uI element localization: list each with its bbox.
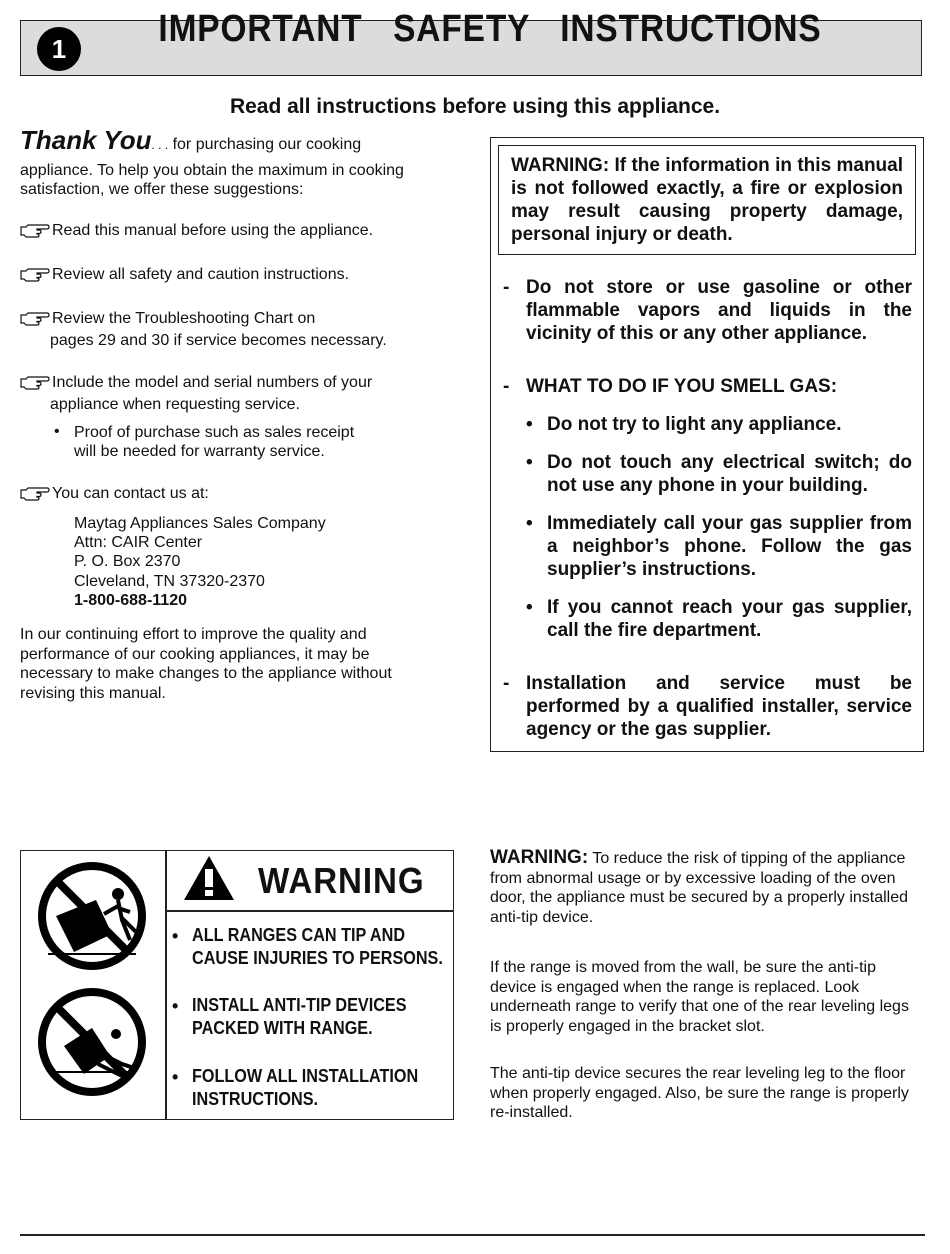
bullet-dot: • xyxy=(172,926,179,946)
intro-line1-rest: for purchasing our cooking xyxy=(168,136,362,153)
bullet-dot: • xyxy=(54,423,60,440)
subtitle: Read all instructions before using this appliance. xyxy=(229,95,721,118)
anti-tip-paragraph2: If the range is moved from the wall, be sure the anti-tip device is engaged when the range is replaced. Look underneath range to verify that one of the rear leveling legs is properly engaged in the bracket slot. xyxy=(490,959,909,1035)
bullet-dot: • xyxy=(172,996,179,1016)
contact-po-box: P. O. Box 2370 xyxy=(74,553,181,570)
bullet-dot: • xyxy=(526,414,533,435)
warning-word: WARNING xyxy=(258,860,425,901)
gas-warning-dash1: Do not store or use gasoline or other flammable vapors and liquids in the vicinity of this or any other appliance. xyxy=(526,277,912,344)
suggestion-item xyxy=(20,221,440,241)
dash-marker: - xyxy=(503,277,510,298)
contact-city: Cleveland, TN 37320-2370 xyxy=(74,573,265,590)
gas-bullet4: If you cannot reach your gas supplier, call the fire department. xyxy=(547,597,912,641)
suggestion-text: Read this manual before using the appliance. xyxy=(52,222,374,239)
thank-you-heading: Thank You xyxy=(20,125,152,155)
suggestion-text: Include the model and serial numbers of your xyxy=(52,374,373,391)
thank-you-ellipsis: . . . xyxy=(151,138,169,152)
tip-item2-line2: PACKED WITH RANGE. xyxy=(192,1018,373,1038)
pointing-hand-icon xyxy=(20,376,50,390)
pointing-hand-icon xyxy=(20,268,50,282)
bullet-dot: • xyxy=(172,1067,179,1087)
anti-tip-paragraph1 xyxy=(490,848,910,927)
continuing-effort-paragraph: In our continuing effort to improve the quality and performance of our cooking appliances, it may be necessary to make changes to the appliance without revising this manual. xyxy=(20,626,392,702)
intro-line3: satisfaction, we offer these suggestions: xyxy=(20,181,304,198)
intro-line1 xyxy=(20,125,440,155)
sub-bullet-text-cont: will be needed for warranty service. xyxy=(74,443,325,460)
gas-bullet1: Do not try to light any appliance. xyxy=(547,414,842,435)
tip-over-prohibition-icon xyxy=(26,856,160,972)
suggestion-text: Review the Troubleshooting Chart on xyxy=(52,310,316,327)
pointing-hand-icon xyxy=(20,312,50,326)
sub-bullet-text: Proof of purchase such as sales receipt xyxy=(74,424,355,441)
page-title: IMPORTANT SAFETY INSTRUCTIONS xyxy=(158,8,822,50)
warning-triangle-icon xyxy=(183,855,235,901)
gas-bullet2: Do not touch any electrical switch; do not use any phone in your building. xyxy=(547,452,912,496)
divider xyxy=(165,910,454,912)
pointing-hand-icon xyxy=(20,487,50,501)
gas-warning-boxed: WARNING: If the information in this manual is not followed exactly, a fire or explosion may result causing property damage, personal injury or death. xyxy=(498,145,916,255)
bullet-dot: • xyxy=(526,452,533,473)
contact-attn: Attn: CAIR Center xyxy=(74,534,203,551)
bullet-dot: • xyxy=(526,513,533,534)
tip-item1-line1: ALL RANGES CAN TIP AND xyxy=(192,925,406,945)
pointing-hand-icon xyxy=(20,224,50,238)
anti-tip-lead: WARNING: xyxy=(490,847,589,868)
suggestion-item xyxy=(20,484,440,504)
gas-warning-dash2: WHAT TO DO IF YOU SMELL GAS: xyxy=(526,376,838,397)
tip-item1-line2: CAUSE INJURIES TO PERSONS. xyxy=(192,948,443,968)
suggestion-text-cont: appliance when requesting service. xyxy=(50,396,300,413)
anti-tip-para1-text: To reduce the risk of tipping of the appliance from abnormal usage or by excessive loading of the oven door, the appliance must be secured by a properly installed anti-tip device. xyxy=(490,850,909,926)
divider xyxy=(165,850,167,1120)
contact-company: Maytag Appliances Sales Company xyxy=(74,515,326,532)
crushed-person-prohibition-icon xyxy=(26,984,160,1100)
gas-warning-dash3: Installation and service must be performed by a qualified installer, service agency or the gas supplier. xyxy=(526,673,912,740)
gas-bullet3: Immediately call your gas supplier from a neighbor’s phone. Follow the gas supplier’s instructions. xyxy=(547,513,912,580)
suggestion-item xyxy=(20,373,440,393)
suggestion-text-cont: pages 29 and 30 if service becomes necessary. xyxy=(50,332,387,349)
dash-marker: - xyxy=(503,673,510,694)
dash-marker: - xyxy=(503,376,510,397)
intro-line2: appliance. To help you obtain the maximum in cooking xyxy=(20,162,404,179)
anti-tip-paragraph3: The anti-tip device secures the rear leveling leg to the floor when properly engaged. Also, be sure the range is properly re-installed. xyxy=(490,1065,909,1121)
tip-item3-line1: FOLLOW ALL INSTALLATION xyxy=(192,1066,419,1086)
suggestion-item xyxy=(20,265,440,285)
suggestion-item xyxy=(20,309,440,329)
bottom-rule xyxy=(20,1234,925,1236)
bullet-dot: • xyxy=(526,597,533,618)
suggestion-text: You can contact us at: xyxy=(52,485,209,502)
tip-item3-line2: INSTRUCTIONS. xyxy=(192,1089,319,1109)
contact-phone: 1-800-688-1120 xyxy=(74,592,187,609)
section-number-badge: 1 xyxy=(37,27,81,71)
tip-item2-line1: INSTALL ANTI-TIP DEVICES xyxy=(192,995,407,1015)
suggestion-text: Review all safety and caution instructions. xyxy=(52,266,350,283)
